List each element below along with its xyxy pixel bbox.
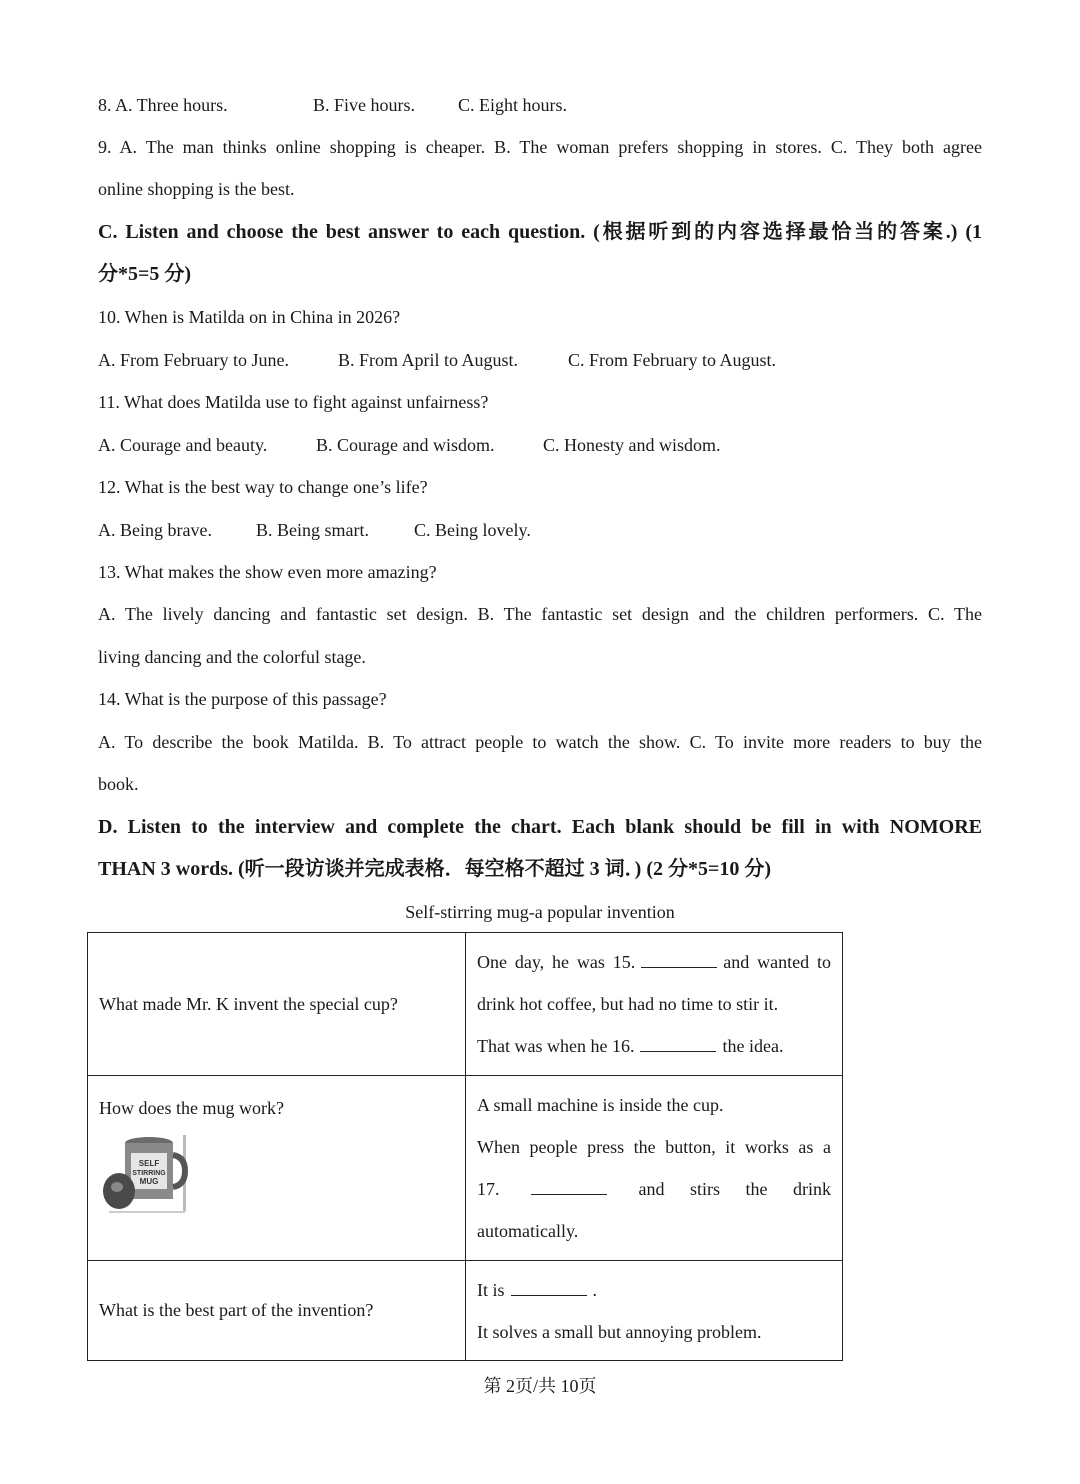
row3-line1-post: . [592,1279,598,1300]
q11-stem: 11. What does Matilda use to fight against unfairness? [98,392,489,412]
q11-option-a: A. Courage and beauty. [98,435,268,455]
mug-image [99,1133,191,1215]
row1-answer-line2: drink hot coffee, but had no time to stir it. [477,994,779,1014]
q14-stem: 14. What is the purpose of this passage? [98,689,387,709]
q9-line2: online shopping is the best. [98,179,295,199]
q10-option-a: A. From February to June. [98,350,289,370]
section-d-heading-line2: THAN 3 words. (听一段访谈并完成表格．每空格不超过 3 词．) (2 分*5=10 分) [98,858,772,880]
invention-chart-table [87,932,843,1361]
q13-stem: 13. What makes the show even more amazing? [98,562,437,582]
q11-option-c: C. Honesty and wisdom. [543,435,721,455]
row2-answer-cell [466,1076,843,1261]
row2-answer-line4: automatically. [477,1221,579,1241]
row3-answer-cell [466,1261,843,1361]
q8-option-b: B. Five hours. [313,95,416,115]
row3-line1-pre: It is [477,1279,505,1300]
row2-answer-line3 [477,1168,831,1210]
row1-text-post: and wanted to [723,952,831,972]
section-c-heading-line2: 分*5=5 分) [98,263,192,285]
row2-answer-line1: A small machine is inside the cup. [477,1095,724,1115]
row2-answer-line2: When people press the button, it works as a [477,1137,831,1157]
row3-question: What is the best part of the invention? [99,1300,374,1320]
row1-question-cell [88,933,466,1076]
row1-answer-line3 [477,1025,831,1067]
row1-text-pre: One day, he was 15. [477,952,636,972]
row1-line3-pre: That was when he 16. [477,1036,635,1056]
chart-title: Self-stirring mug-a popular invention [405,902,675,922]
svg-text:MUG: MUG [139,1177,159,1186]
blank-16[interactable] [640,1037,716,1052]
page-number-footer: 第 2页/共 10页 [483,1376,597,1396]
row1-question: What made Mr. K invent the special cup? [99,993,398,1014]
q12-option-b: B. Being smart. [256,520,369,540]
q8-option-c: C. Eight hours. [458,95,568,115]
q8-option-a: 8. A. Three hours. [98,95,228,115]
q10-option-c: C. From February to August. [568,350,777,370]
row3-answer-line1 [477,1269,831,1311]
section-c-heading-line1: C. Listen and choose the best answer to each question. (根据听到的内容选择最恰当的答案.) (1 [98,221,982,243]
blank-18[interactable] [511,1281,587,1296]
table-row [88,1261,843,1361]
row1-line3-post: the idea. [722,1036,784,1056]
row3-question-cell [88,1261,466,1361]
row2-question: How does the mug work? [99,1098,284,1118]
row2-question-cell [88,1076,466,1261]
q12-option-c: C. Being lovely. [414,520,531,540]
q9-line1: 9. A. The man thinks online shopping is cheaper. B. The woman prefers shopping in stores. C. They both agree [98,137,982,157]
table-row [88,1076,843,1261]
row2-line3-post: and stirs the drink [638,1179,832,1199]
q14-options-line2: book. [98,774,139,794]
row1-answer-cell [466,933,843,1076]
svg-text:SELF: SELF [138,1159,160,1168]
table-row [88,933,843,1076]
q14-options-line1: A. To describe the book Matilda. B. To attract people to watch the show. C. To invite more readers to buy the [98,732,982,752]
svg-text:STIRRING: STIRRING [132,1170,166,1177]
q12-option-a: A. Being brave. [98,520,212,540]
q10-option-b: B. From April to August. [338,350,519,370]
blank-17[interactable] [531,1180,607,1195]
q13-options-line1: A. The lively dancing and fantastic set design. B. The fantastic set design and the children performers. C. The [98,604,982,624]
q10-stem: 10. When is Matilda on in China in 2026? [98,307,401,327]
row2-line3-pre: 17. [477,1179,500,1199]
q13-options-line2: living dancing and the colorful stage. [98,647,366,667]
q12-stem: 12. What is the best way to change one’s life? [98,477,428,497]
q11-option-b: B. Courage and wisdom. [316,435,495,455]
blank-15[interactable] [641,953,717,968]
self-stirring-mug-icon [99,1133,191,1215]
row1-answer-line1 [477,941,831,983]
row3-answer-line2: It solves a small but annoying problem. [477,1321,762,1342]
section-d-heading-line1: D. Listen to the interview and complete the chart. Each blank should be fill in with NOMORE [98,816,982,838]
